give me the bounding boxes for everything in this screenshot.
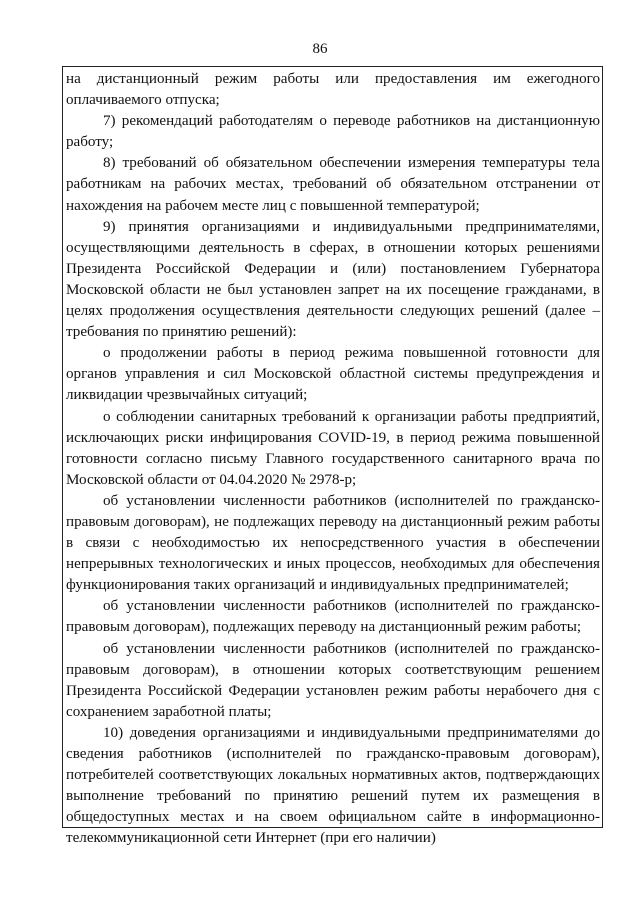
paragraph-continuation: на дистанционный режим работы или предоставления им ежегодного оплачиваемого отпуска; [66,71,600,109]
paragraph-sub-5: об установлении численности работников (исполнителей по гражданско-правовым договорам), в отношении которых соответствующим решением Президента Российской Федерации установлен режим работы нерабочего дня с сохранением заработной платы; [66,640,600,720]
paragraph-item-10: 10) доведения организациями и индивидуальными предпринимателями до сведения работников (исполнителей по гражданско-правовым договорам), потребителей соответствующих локальных нормативных актов, подтверждающих выполнение требований по принятию решений путем их размещения в общедоступных местах и на своем официальном сайте в информационно-телекоммуникационной сети Интернет (при его наличии) [66,724,600,847]
paragraph-item-8: 8) требований об обязательном обеспечении измерения температуры тела работникам на рабочих местах, требований об обязательном отстранении от нахождения на рабочем месте лиц с повышенной температурой; [66,155,600,214]
paragraph-item-7: 7) рекомендаций работодателям о переводе работников на дистанционную работу; [66,113,600,151]
document-body [66,69,600,849]
paragraph-item-9: 9) принятия организациями и индивидуальными предпринимателями, осуществляющими деятельность в сферах, в отношении которых решениями Президента Российской Федерации и (или) постановлением Губернатора Московской области не был установлен запрет на их посещение гражданами, в целях продолжения осуществления деятельности следующих решений (далее – требования по принятию решений): [66,218,600,341]
paragraph-sub-1: о продолжении работы в период режима повышенной готовности для органов управления и сил Московской областной системы предупреждения и ликвидации чрезвычайных ситуаций; [66,345,600,404]
page-number: 86 [312,41,328,57]
paragraph-sub-4: об установлении численности работников (исполнителей по гражданско-правовым договорам), подлежащих переводу на дистанционный режим работы; [66,598,600,636]
paragraph-sub-3: об установлении численности работников (исполнителей по гражданско-правовым договорам), не подлежащих переводу на дистанционный режим работы в связи с необходимостью их непосредственного участия в обеспечении непрерывных технологических и иных процессов, необходимых для обеспечения функционирования таких организаций и индивидуальных предпринимателей; [66,492,600,594]
paragraph-sub-2: о соблюдении санитарных требований к организации работы предприятий, исключающих риски инфицирования COVID-19, в период режима повышенной готовности согласно письму Главного государственного санитарного врача по Московской области от 04.04.2020 № 2978-р; [66,408,600,488]
